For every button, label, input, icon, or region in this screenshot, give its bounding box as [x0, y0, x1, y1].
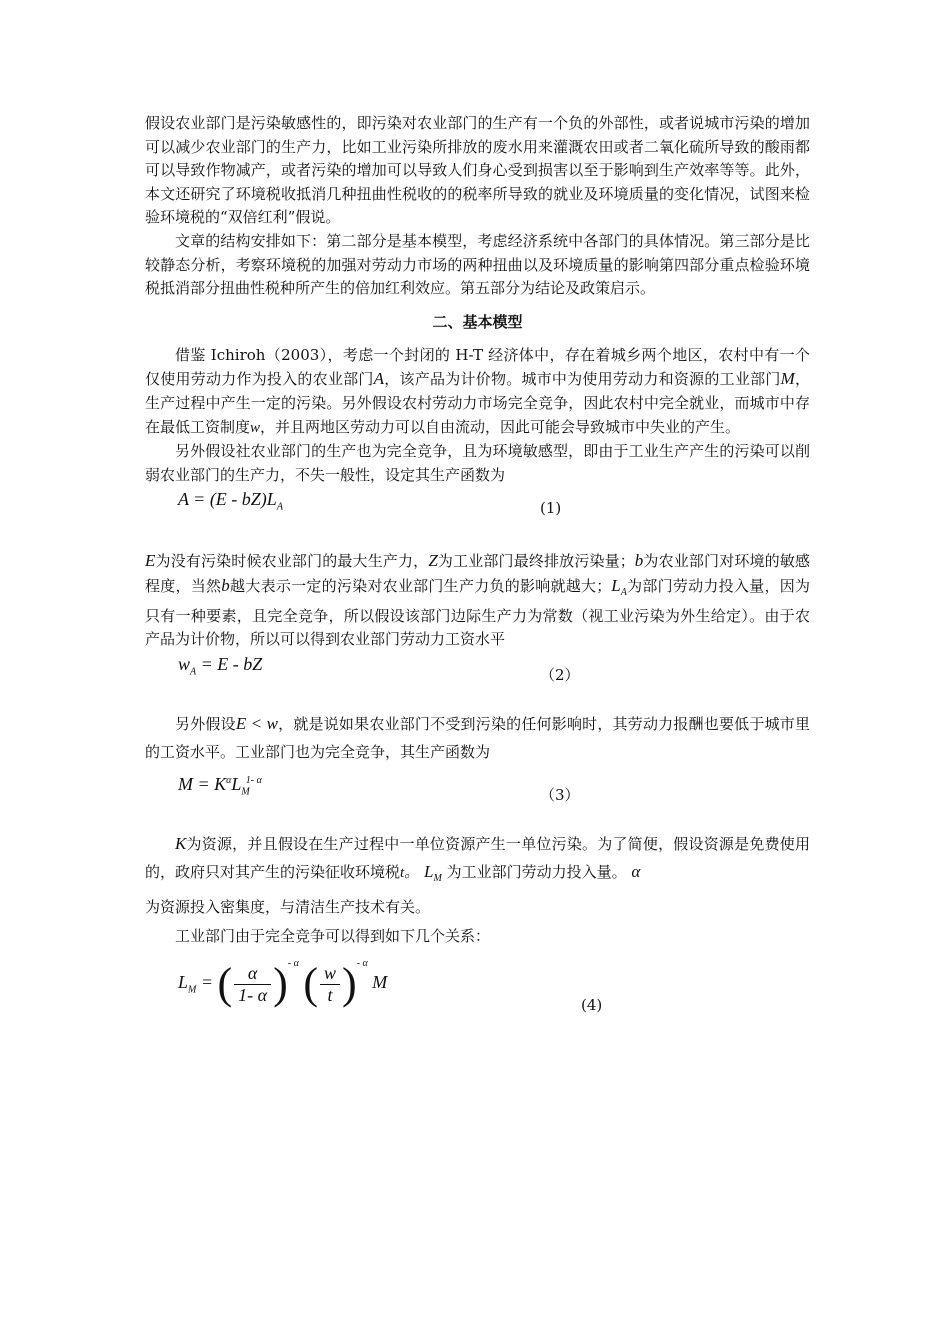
paragraph-8: 工业部门由于完全竞争可以得到如下几个关系：	[175, 926, 491, 945]
equation-1-expr: $A = (E - bZ)L_A$	[178, 489, 283, 513]
equation-2-number: （2）	[540, 665, 580, 684]
equation-4-expr: $L_M$ = ( $\frac{\alpha}{1- \alpha}$ )$^{- \alpha}$ ( $\frac{w}{t}$ )$^{- \alpha}$ M	[178, 958, 388, 1009]
paragraph-6: 另外假设E < w，就是说如果农业部门不受到污染的任何影响时，其劳动力报酬也要低于城市里的工资水平。工业部门也为完全竞争，其生产函数为	[145, 713, 810, 761]
equation-2	[145, 652, 810, 696]
equation-3-expr: $M = K^\alpha L_M^{1- \alpha}$	[178, 773, 262, 798]
equation-4	[145, 952, 810, 1032]
equation-3	[145, 772, 810, 816]
paper-body	[145, 112, 810, 1032]
paragraph-3: 借鉴 Ichiroh（2003），考虑一个封闭的 H-T 经济体中，存在着城乡两个地区，农村中有一个仅使用劳动力作为投入的农业部门A，该产品为计价物。城市中为使用劳动力和资源的工业部门M，生产过程中产生一定的污染。另外假设农村劳动力市场完全竞争，因此农村中完全就业，而城市中存在最低工资制度w，并且两地区劳动力可以自由流动，因此可能会导致城市中失业的产生。	[145, 345, 810, 436]
section-heading: 二、基本模型	[432, 312, 523, 331]
equation-1-number: (1)	[540, 499, 562, 518]
paragraph-2: 文章的结构安排如下：第二部分是基本模型，考虑经济系统中各部门的具体情况。第三部分是比较静态分析，考察环境税的加强对劳动力市场的两种扭曲以及环境质量的影响第四部分重点检验环境税抵消部分扭曲性税种所产生的倍加红利效应。第五部分为结论及政策启示。	[145, 231, 810, 298]
paragraph-1: 假设农业部门是污染敏感性的，即污染对农业部门的生产有一个负的外部性，或者说城市污染的增加可以减少农业部门的生产力，比如工业污染所排放的废水用来灌溉农田或者二氧化硫所导致的酸雨都可以导致作物减产，或者污染的增加可以导致人们身心受到损害以至于影响到生产效率等等。此外，本文还研究了环境税收抵消几种扭曲性税收的的税率所导致的就业及环境质量的变化情况，试图来检验环境税的“双倍红利”假说。	[145, 114, 810, 227]
equation-4-number: (4)	[581, 996, 603, 1015]
paragraph-5: E为没有污染时候农业部门的最大生产力，Z为工业部门最终排放污染量；b为农业部门对环境的敏感程度，当然b越大表示一定的污染对农业部门生产力负的影响就越大；$L_A$为部门劳动力投入量，因为只有一种要素，且完全竞争，所以假设该部门边际生产力为常数（视工业污染为外生给定）。由于农产品为计价物，所以可以得到农业部门劳动力工资水平	[145, 551, 810, 649]
equation-3-number: （3）	[540, 785, 580, 804]
equation-1	[145, 487, 810, 531]
paragraph-4: 另外假设社农业部门的生产也为完全竞争，且为环境敏感型，即由于工业生产产生的污染可以削弱农业部门的生产力，不失一般性，设定其生产函数为	[145, 442, 810, 484]
paragraph-7: K为资源，并且假设在生产过程中一单位资源产生一单位污染。为了简便，假设资源是免费使用的，政府只对其产生的污染征收环境税t。 $L_M$ 为工业部门劳动力投入量。 α 为资源投入密集度，与清洁生产技术有关。	[145, 833, 810, 916]
equation-2-expr: $w_A = E$ - bZ	[178, 653, 263, 678]
